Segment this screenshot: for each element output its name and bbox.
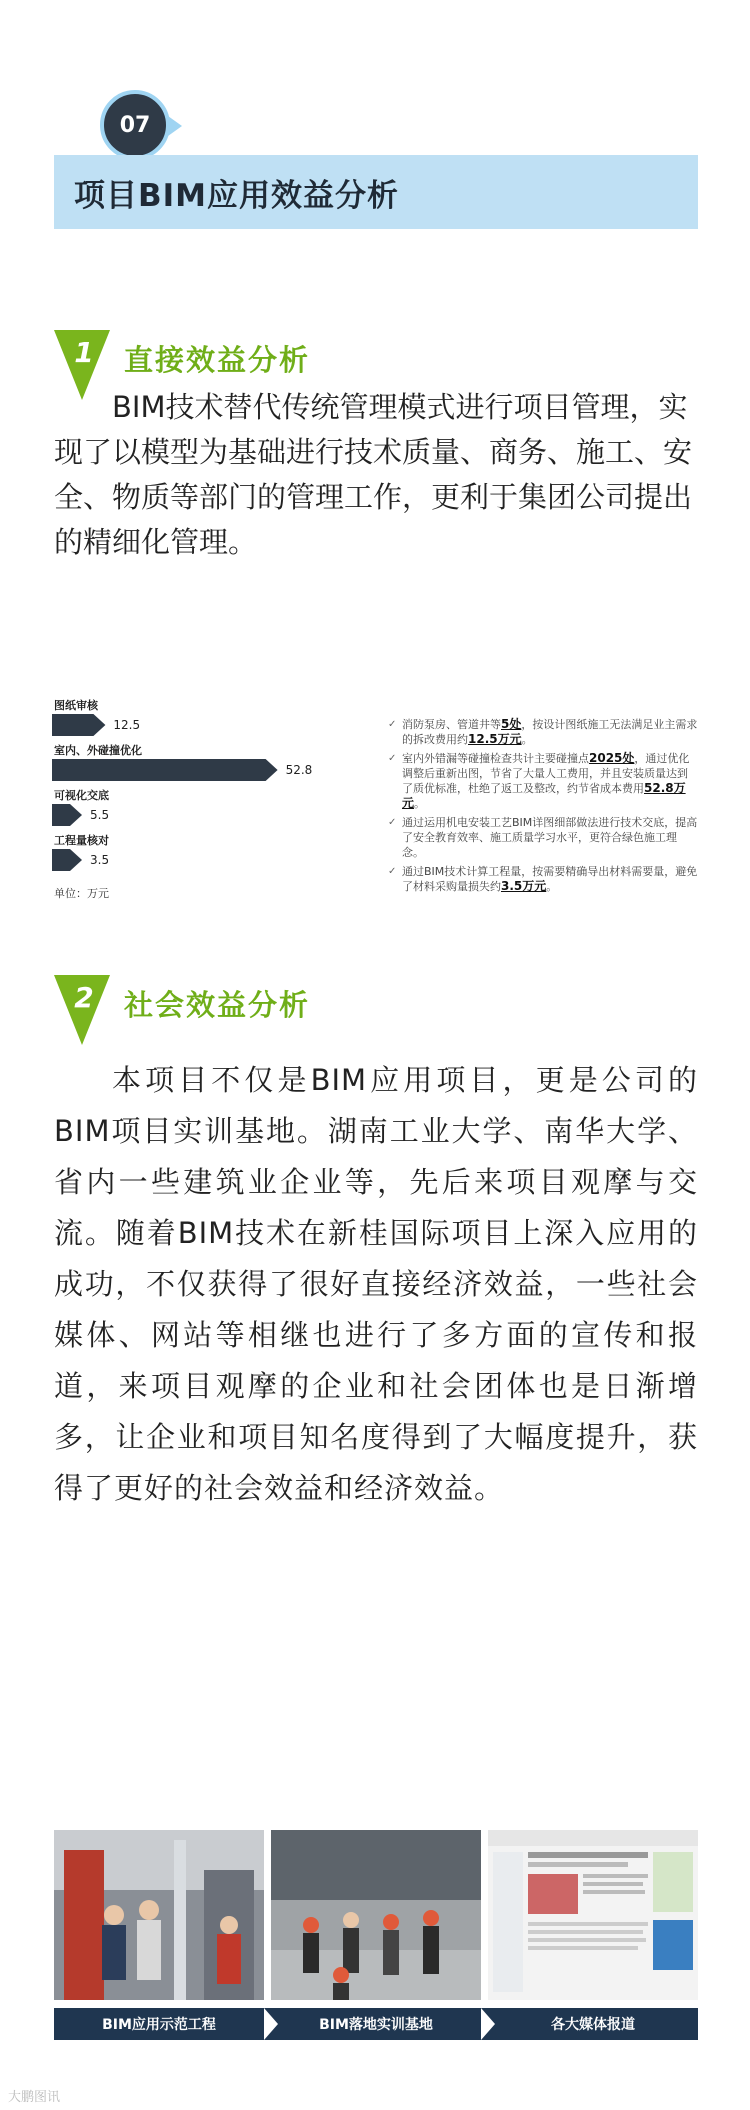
chart-value-label: 12.5 bbox=[113, 718, 141, 732]
media-report-photo bbox=[488, 1830, 698, 2000]
savings-notes-list bbox=[388, 717, 698, 898]
caption-training-base: BIM落地实训基地 bbox=[319, 2017, 433, 2033]
chart-bar bbox=[52, 804, 82, 826]
photo-strip bbox=[54, 1830, 698, 2040]
social-benefit-paragraph bbox=[54, 1055, 698, 1514]
caption-media-report: 各大媒体报道 bbox=[551, 2017, 635, 2033]
direct-benefit-text: BIM技术替代传统管理模式进行项目管理，实现了以模型为基础进行技术质量、商务、施工、安全、物质等部门的管理工作，更利于集团公司提出的精细化管理。 bbox=[54, 390, 693, 559]
direct-benefit-paragraph bbox=[54, 385, 698, 565]
section-number-badge bbox=[100, 90, 170, 160]
social-benefit-text: 本项目不仅是BIM应用项目，更是公司的BIM项目实训基地。湖南工业大学、南华大学、省内一些建筑业企业等，先后来项目观摩与交流。随着BIM技术在新桂国际项目上深入应用的成功，不仅获得了很好直接经济效益，一些社会媒体、网站等相继也进行了多方面的宣传和报道，来项目观摩的企业和社会团体也是日渐增多，让企业和项目知名度得到了大幅度提升，获得了更好的社会效益和经济效益。 bbox=[54, 1063, 698, 1505]
chart-category-label: 室内、外碰撞优化 bbox=[54, 744, 142, 757]
watermark: 大鹏图讯 bbox=[8, 2090, 61, 2105]
note-item: ✓ 室内外错漏等碰撞检查共计主要碰撞点2025处，通过优化调整后重新出图，节省了大量人工费用，并且安装质量达到了质优标准，杜绝了返工及整改，约节省成本费用52.8万元。 bbox=[388, 751, 698, 811]
training-base-photo bbox=[271, 1830, 481, 2000]
social-benefit-header bbox=[54, 975, 454, 1045]
note-item: ✓ 消防泵房、管道井等5处，按设计图纸施工无法满足业主需求的拆改费用约12.5万元。 bbox=[388, 717, 698, 747]
chart-value-label: 3.5 bbox=[90, 853, 110, 867]
demo-project-photo bbox=[54, 1830, 264, 2000]
construction-site-image bbox=[54, 1830, 264, 2000]
group-visit-image bbox=[271, 1830, 481, 2000]
chart-bar bbox=[52, 849, 82, 871]
direct-index: 1 bbox=[74, 336, 94, 369]
section-title: 项目BIM应用效益分析 bbox=[74, 177, 400, 214]
chart-category-label: 图纸审核 bbox=[54, 699, 98, 712]
social-benefit-title: 社会效益分析 bbox=[124, 988, 311, 1022]
chart-category-label: 可视化交底 bbox=[54, 789, 109, 802]
chart-unit-label: 单位：万元 bbox=[54, 887, 109, 900]
chart-bar bbox=[52, 759, 278, 781]
chart-category-label: 工程量核对 bbox=[54, 834, 109, 847]
note-item: ✓ 通过BIM技术计算工程量，按需要精确导出材料需要量，避免了材料采购量损失约3.5万元。 bbox=[388, 864, 698, 894]
caption-demo-project: BIM应用示范工程 bbox=[102, 2017, 216, 2033]
savings-bar-chart bbox=[52, 695, 372, 905]
direct-benefit-title: 直接效益分析 bbox=[124, 343, 311, 377]
social-index: 2 bbox=[74, 981, 94, 1014]
chart-bar bbox=[52, 714, 105, 736]
note-item: ✓ 通过运用机电安装工艺BIM详图细部做法进行技术交底，提高了安全教育效率、施工质量学习水平，更符合绿色施工理念。 bbox=[388, 815, 698, 860]
savings-bar-chart-svg bbox=[52, 695, 372, 885]
chart-value-label: 52.8 bbox=[285, 763, 313, 777]
section-title-bar bbox=[54, 155, 698, 229]
chart-value-label: 5.5 bbox=[90, 808, 110, 822]
news-screenshot-image bbox=[488, 1830, 698, 2000]
section-number: 07 bbox=[119, 112, 151, 138]
